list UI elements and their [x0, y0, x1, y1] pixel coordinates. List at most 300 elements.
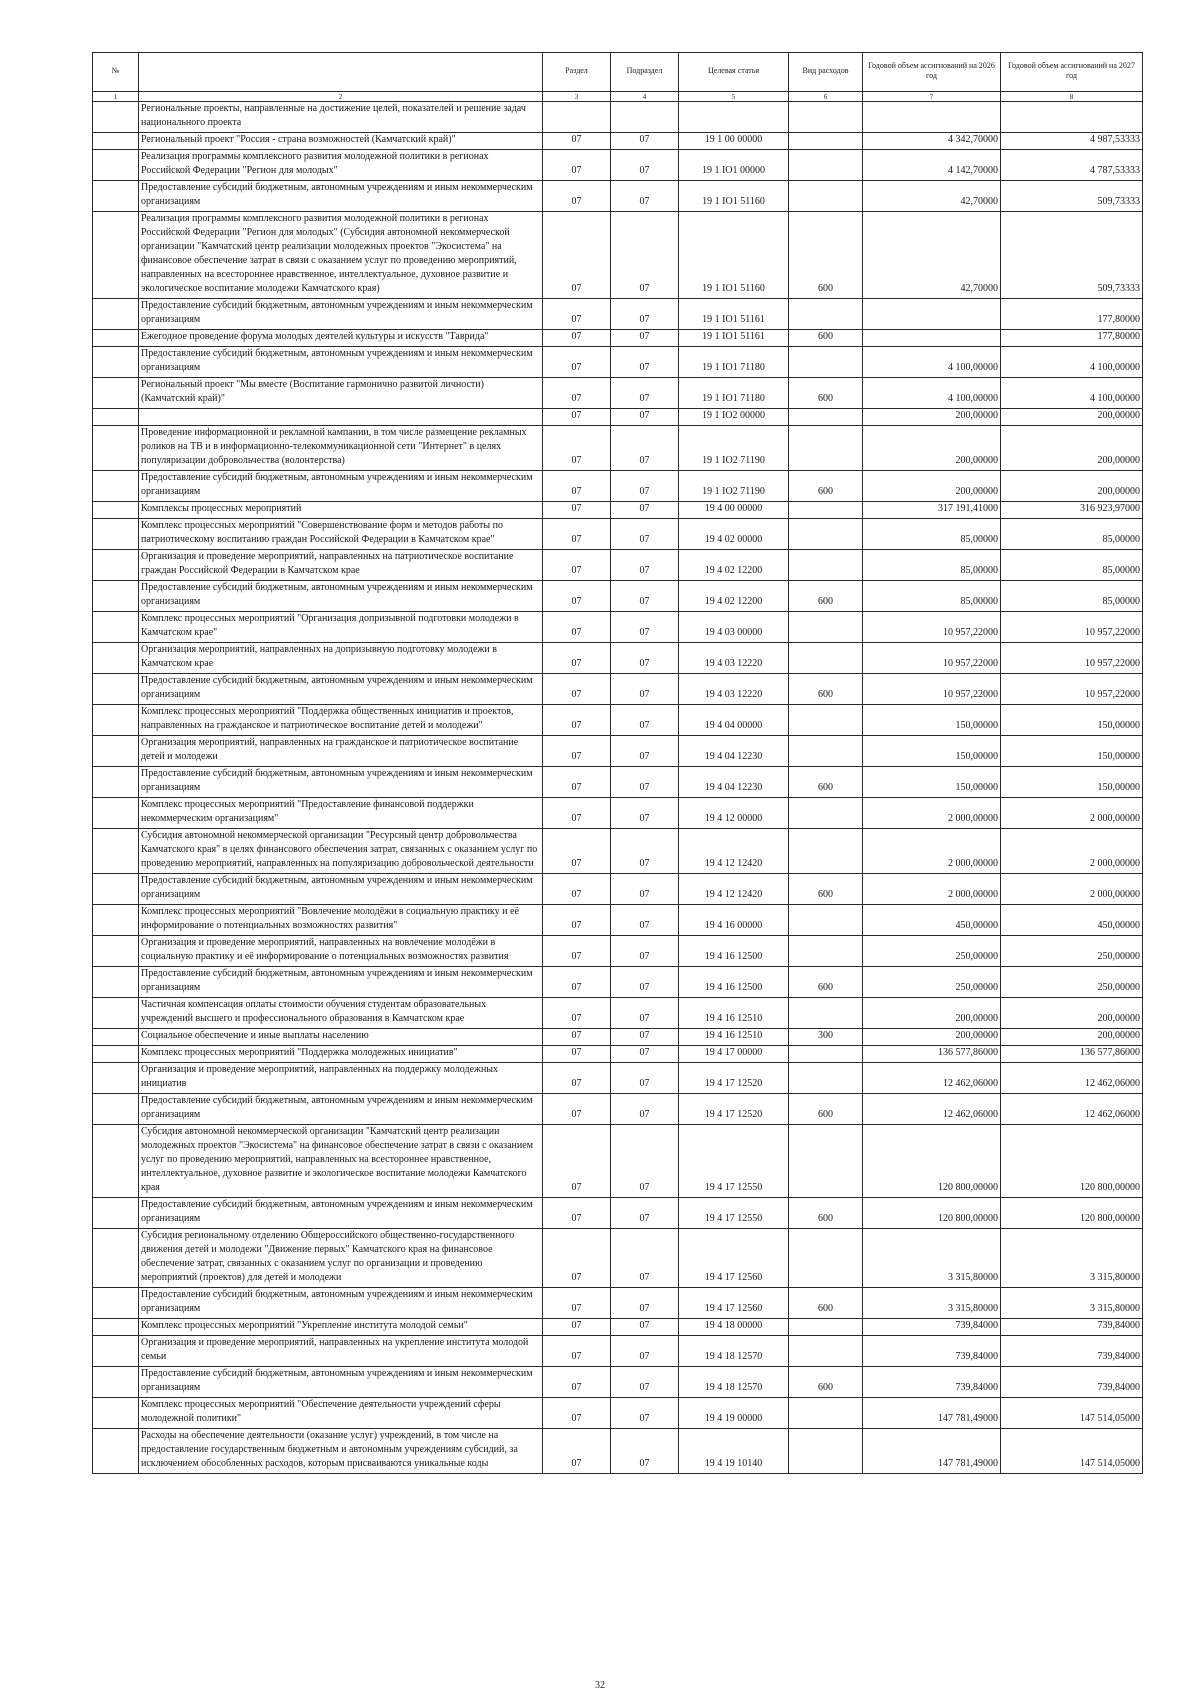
- row-name: Реализация программы комплексного развития молодежной политики в регионах Российской Федерации "Регион для молодых" (Субсидия автономной некоммерческой организации "Камчатский центр реализации молодежных проектов "Экосистема" на финансовое обеспечение затрат в связи с оказанием услуг по проведению мероприятий, направленных на всестороннее нравственное, интеллектуальное, духовное развитие и экологическое воспитание молодежи Камчатского края): [139, 212, 543, 299]
- row-number-cell: [93, 471, 139, 502]
- row-expense-type: [789, 1429, 863, 1474]
- table-row: [93, 736, 1143, 767]
- row-target: 19 4 12 12420: [679, 874, 789, 905]
- table-row: [93, 967, 1143, 998]
- row-subsection: 07: [611, 181, 679, 212]
- colnum-5: 5: [679, 92, 789, 102]
- row-section: 07: [543, 643, 611, 674]
- row-target: 19 4 17 12560: [679, 1288, 789, 1319]
- row-expense-type: 600: [789, 874, 863, 905]
- row-subsection: 07: [611, 330, 679, 347]
- row-target: 19 4 19 10140: [679, 1429, 789, 1474]
- row-amount-2026: 4 100,00000: [863, 378, 1001, 409]
- row-amount-2026: 317 191,41000: [863, 502, 1001, 519]
- table-row: [93, 1429, 1143, 1474]
- table-row: [93, 767, 1143, 798]
- row-amount-2026: 739,84000: [863, 1319, 1001, 1336]
- row-amount-2026: 85,00000: [863, 550, 1001, 581]
- row-subsection: 07: [611, 519, 679, 550]
- table-row: [93, 1288, 1143, 1319]
- row-number-cell: [93, 1125, 139, 1198]
- row-subsection: 07: [611, 426, 679, 471]
- row-number-cell: [93, 133, 139, 150]
- row-amount-2027: 2 000,00000: [1001, 829, 1143, 874]
- header-section: Раздел: [543, 53, 611, 92]
- row-subsection: 07: [611, 1229, 679, 1288]
- table-row: [93, 1336, 1143, 1367]
- table-row: [93, 612, 1143, 643]
- row-subsection: 07: [611, 1094, 679, 1125]
- table-row: [93, 1229, 1143, 1288]
- row-amount-2027: 509,73333: [1001, 212, 1143, 299]
- row-target: 19 4 16 12510: [679, 998, 789, 1029]
- row-target: 19 4 16 12500: [679, 967, 789, 998]
- row-subsection: 07: [611, 736, 679, 767]
- row-amount-2027: 316 923,97000: [1001, 502, 1143, 519]
- colnum-4: 4: [611, 92, 679, 102]
- row-amount-2027: 12 462,06000: [1001, 1063, 1143, 1094]
- row-expense-type: 600: [789, 471, 863, 502]
- row-number-cell: [93, 1319, 139, 1336]
- row-number-cell: [93, 378, 139, 409]
- column-number-row: [93, 92, 1143, 102]
- row-name: Региональный проект "Мы вместе (Воспитание гармонично развитой личности) (Камчатский край)": [139, 378, 543, 409]
- row-section: 07: [543, 936, 611, 967]
- row-subsection: 07: [611, 705, 679, 736]
- row-name: Социальное обеспечение и иные выплаты населению: [139, 1029, 543, 1046]
- row-target: 19 4 03 12220: [679, 674, 789, 705]
- row-expense-type: [789, 1063, 863, 1094]
- row-amount-2027: 150,00000: [1001, 736, 1143, 767]
- row-target: 19 4 16 12500: [679, 936, 789, 967]
- row-amount-2026: 10 957,22000: [863, 612, 1001, 643]
- row-name: Субсидия автономной некоммерческой организации "Камчатский центр реализации молодежных проектов "Экосистема" на финансовое обеспечение затрат в связи с оказанием услуг по проведению мероприятий, направленных на всестороннее нравственное, интеллектуальное, духовное развитие и экологическое воспитание молодежи Камчатского края: [139, 1125, 543, 1198]
- row-section: 07: [543, 674, 611, 705]
- table-row: [93, 643, 1143, 674]
- budget-table: [92, 52, 1143, 1474]
- row-amount-2026: 4 142,70000: [863, 150, 1001, 181]
- row-section: 07: [543, 581, 611, 612]
- row-amount-2027: 150,00000: [1001, 767, 1143, 798]
- row-section: 07: [543, 299, 611, 330]
- row-section: 07: [543, 798, 611, 829]
- row-amount-2026: 12 462,06000: [863, 1094, 1001, 1125]
- row-expense-type: [789, 1125, 863, 1198]
- row-subsection: 07: [611, 936, 679, 967]
- table-row: [93, 1198, 1143, 1229]
- table-row: [93, 150, 1143, 181]
- row-subsection: 07: [611, 502, 679, 519]
- row-amount-2026: 120 800,00000: [863, 1125, 1001, 1198]
- row-number-cell: [93, 1288, 139, 1319]
- row-section: 07: [543, 150, 611, 181]
- row-section: 07: [543, 471, 611, 502]
- row-subsection: 07: [611, 378, 679, 409]
- table-row: [93, 212, 1143, 299]
- table-row: [93, 998, 1143, 1029]
- row-amount-2026: 150,00000: [863, 705, 1001, 736]
- row-target: 19 4 12 00000: [679, 798, 789, 829]
- row-amount-2027: 177,80000: [1001, 330, 1143, 347]
- row-expense-type: 600: [789, 1198, 863, 1229]
- row-name: Предоставление субсидий бюджетным, автономным учреждениям и иным некоммерческим организациям: [139, 581, 543, 612]
- row-amount-2027: 2 000,00000: [1001, 798, 1143, 829]
- row-name: Проведение информационной и рекламной кампании, в том числе размещение рекламных роликов на ТВ и в информационно-телекоммуникационной сети "Интернет" в целях популяризации добровольчества (волонтерства): [139, 426, 543, 471]
- row-amount-2026: 3 315,80000: [863, 1288, 1001, 1319]
- row-name: Ежегодное проведение форума молодых деятелей культуры и искусств "Таврида": [139, 330, 543, 347]
- row-expense-type: [789, 150, 863, 181]
- table-row: [93, 133, 1143, 150]
- row-number-cell: [93, 102, 139, 133]
- row-target: 19 1 IO1 51160: [679, 181, 789, 212]
- header-2027: Годовой объем ассигнований на 2027 год: [1001, 53, 1143, 92]
- row-number-cell: [93, 874, 139, 905]
- row-expense-type: [789, 102, 863, 133]
- row-number-cell: [93, 1398, 139, 1429]
- row-section: 07: [543, 905, 611, 936]
- row-amount-2026: 136 577,86000: [863, 1046, 1001, 1063]
- row-amount-2027: 85,00000: [1001, 581, 1143, 612]
- row-expense-type: [789, 936, 863, 967]
- row-subsection: 07: [611, 674, 679, 705]
- row-subsection: 07: [611, 133, 679, 150]
- colnum-7: 7: [863, 92, 1001, 102]
- row-section: 07: [543, 1029, 611, 1046]
- row-amount-2027: 12 462,06000: [1001, 1094, 1143, 1125]
- row-target: 19 4 17 12550: [679, 1198, 789, 1229]
- row-expense-type: 600: [789, 767, 863, 798]
- row-amount-2027: 120 800,00000: [1001, 1125, 1143, 1198]
- row-amount-2027: 200,00000: [1001, 426, 1143, 471]
- table-row: [93, 705, 1143, 736]
- row-expense-type: 600: [789, 674, 863, 705]
- row-target: 19 4 02 00000: [679, 519, 789, 550]
- row-amount-2026: 85,00000: [863, 519, 1001, 550]
- row-amount-2026: 200,00000: [863, 426, 1001, 471]
- row-target: 19 4 04 00000: [679, 705, 789, 736]
- row-subsection: 07: [611, 643, 679, 674]
- row-expense-type: [789, 133, 863, 150]
- row-name: Предоставление субсидий бюджетным, автономным учреждениям и иным некоммерческим организациям: [139, 1198, 543, 1229]
- row-expense-type: [789, 550, 863, 581]
- row-name: Комплекс процессных мероприятий "Поддержка молодежных инициатив": [139, 1046, 543, 1063]
- row-expense-type: 600: [789, 212, 863, 299]
- row-section: 07: [543, 133, 611, 150]
- row-amount-2026: 10 957,22000: [863, 643, 1001, 674]
- row-section: 07: [543, 519, 611, 550]
- row-amount-2027: 85,00000: [1001, 519, 1143, 550]
- row-amount-2027: [1001, 102, 1143, 133]
- row-name: [139, 409, 543, 426]
- row-name: Комплекс процессных мероприятий "Вовлечение молодёжи в социальную практику и её информирование о потенциальных возможностях развития": [139, 905, 543, 936]
- row-name: Расходы на обеспечение деятельности (оказание услуг) учреждений, в том числе на предоставление государственным бюджетным и автономным учреждениям субсидий, за исключением обособленных расходов, которым присваиваются уникальные коды: [139, 1429, 543, 1474]
- row-amount-2026: 85,00000: [863, 581, 1001, 612]
- row-target: 19 4 12 12420: [679, 829, 789, 874]
- table-row: [93, 409, 1143, 426]
- row-section: 07: [543, 1094, 611, 1125]
- row-amount-2027: 3 315,80000: [1001, 1229, 1143, 1288]
- row-amount-2026: 2 000,00000: [863, 874, 1001, 905]
- row-subsection: 07: [611, 798, 679, 829]
- row-number-cell: [93, 1029, 139, 1046]
- row-expense-type: 600: [789, 1367, 863, 1398]
- row-name: Предоставление субсидий бюджетным, автономным учреждениям и иным некоммерческим организациям: [139, 471, 543, 502]
- table-row: [93, 502, 1143, 519]
- row-expense-type: [789, 643, 863, 674]
- row-name: Предоставление субсидий бюджетным, автономным учреждениям и иным некоммерческим организациям: [139, 1288, 543, 1319]
- row-amount-2026: 120 800,00000: [863, 1198, 1001, 1229]
- row-section: 07: [543, 705, 611, 736]
- row-name: Организация и проведение мероприятий, направленных на вовлечение молодёжи в социальную практику и её информирование о потенциальных возможностях развития: [139, 936, 543, 967]
- row-name: Комплекс процессных мероприятий "Поддержка общественных инициатив и проектов, направленных на гражданское и патриотическое воспитание детей и молодежи": [139, 705, 543, 736]
- colnum-2: 2: [139, 92, 543, 102]
- row-section: 07: [543, 612, 611, 643]
- row-subsection: 07: [611, 1429, 679, 1474]
- row-subsection: 07: [611, 299, 679, 330]
- table-row: [93, 674, 1143, 705]
- row-amount-2027: 4 987,53333: [1001, 133, 1143, 150]
- row-section: 07: [543, 736, 611, 767]
- row-section: 07: [543, 1125, 611, 1198]
- row-amount-2026: 42,70000: [863, 212, 1001, 299]
- budget-body: [93, 102, 1143, 1474]
- table-row: [93, 347, 1143, 378]
- row-section: 07: [543, 967, 611, 998]
- row-amount-2026: 150,00000: [863, 736, 1001, 767]
- row-number-cell: [93, 1198, 139, 1229]
- row-expense-type: [789, 905, 863, 936]
- row-number-cell: [93, 347, 139, 378]
- row-expense-type: [789, 347, 863, 378]
- row-section: 07: [543, 767, 611, 798]
- row-subsection: 07: [611, 905, 679, 936]
- row-expense-type: [789, 612, 863, 643]
- row-amount-2026: 739,84000: [863, 1336, 1001, 1367]
- table-row: [93, 1398, 1143, 1429]
- table-row: [93, 798, 1143, 829]
- row-number-cell: [93, 905, 139, 936]
- row-target: 19 1 IO1 51161: [679, 299, 789, 330]
- row-amount-2027: 739,84000: [1001, 1319, 1143, 1336]
- row-expense-type: [789, 798, 863, 829]
- row-subsection: 07: [611, 1336, 679, 1367]
- row-target: 19 1 IO1 71180: [679, 378, 789, 409]
- row-section: 07: [543, 330, 611, 347]
- row-amount-2026: 10 957,22000: [863, 674, 1001, 705]
- row-expense-type: 600: [789, 1094, 863, 1125]
- row-subsection: 07: [611, 1367, 679, 1398]
- row-expense-type: 600: [789, 330, 863, 347]
- row-name: Частичная компенсация оплаты стоимости обучения студентам образовательных учреждений высшего и профессионального образования в Камчатском крае: [139, 998, 543, 1029]
- row-expense-type: [789, 299, 863, 330]
- row-name: Комплексы процессных мероприятий: [139, 502, 543, 519]
- row-expense-type: [789, 736, 863, 767]
- row-amount-2026: 250,00000: [863, 936, 1001, 967]
- row-expense-type: 300: [789, 1029, 863, 1046]
- row-number-cell: [93, 181, 139, 212]
- row-amount-2027: 4 100,00000: [1001, 347, 1143, 378]
- row-section: 07: [543, 874, 611, 905]
- row-target: [679, 102, 789, 133]
- row-subsection: 07: [611, 212, 679, 299]
- row-target: 19 4 04 12230: [679, 736, 789, 767]
- row-section: 07: [543, 1229, 611, 1288]
- row-name: Комплекс процессных мероприятий "Обеспечение деятельности учреждений сферы молодежной политики": [139, 1398, 543, 1429]
- colnum-6: 6: [789, 92, 863, 102]
- row-expense-type: 600: [789, 967, 863, 998]
- table-row: [93, 378, 1143, 409]
- row-amount-2027: 250,00000: [1001, 936, 1143, 967]
- row-expense-type: [789, 1336, 863, 1367]
- row-name: Предоставление субсидий бюджетным, автономным учреждениям и иным некоммерческим организациям: [139, 874, 543, 905]
- row-number-cell: [93, 1429, 139, 1474]
- row-target: 19 4 02 12200: [679, 581, 789, 612]
- row-amount-2026: 2 000,00000: [863, 798, 1001, 829]
- row-name: Региональный проект "Россия - страна возможностей (Камчатский край)": [139, 133, 543, 150]
- header-target: Целевая статья: [679, 53, 789, 92]
- row-subsection: 07: [611, 581, 679, 612]
- row-target: 19 1 00 00000: [679, 133, 789, 150]
- header-name: [139, 53, 543, 92]
- row-amount-2027: 120 800,00000: [1001, 1198, 1143, 1229]
- row-amount-2026: 200,00000: [863, 409, 1001, 426]
- row-target: 19 1 IO1 71180: [679, 347, 789, 378]
- row-amount-2027: 509,73333: [1001, 181, 1143, 212]
- table-row: [93, 471, 1143, 502]
- row-target: 19 4 16 12510: [679, 1029, 789, 1046]
- row-section: 07: [543, 409, 611, 426]
- row-amount-2027: 150,00000: [1001, 705, 1143, 736]
- row-target: 19 4 17 00000: [679, 1046, 789, 1063]
- table-row: [93, 550, 1143, 581]
- row-amount-2026: 200,00000: [863, 1029, 1001, 1046]
- row-number-cell: [93, 736, 139, 767]
- row-number-cell: [93, 409, 139, 426]
- row-section: 07: [543, 1319, 611, 1336]
- row-amount-2026: 200,00000: [863, 471, 1001, 502]
- row-number-cell: [93, 299, 139, 330]
- row-expense-type: 600: [789, 581, 863, 612]
- row-subsection: 07: [611, 1398, 679, 1429]
- row-name: Организация и проведение мероприятий, направленных на поддержку молодежных инициатив: [139, 1063, 543, 1094]
- row-name: Комплекс процессных мероприятий "Предоставление финансовой поддержки некоммерческим организациям": [139, 798, 543, 829]
- row-amount-2027: 85,00000: [1001, 550, 1143, 581]
- row-amount-2027: 200,00000: [1001, 1029, 1143, 1046]
- table-row: [93, 936, 1143, 967]
- row-amount-2027: 3 315,80000: [1001, 1288, 1143, 1319]
- row-name: Субсидия региональному отделению Общероссийского общественно-государственного движения детей и молодежи "Движение первых" Камчатского края на финансовое обеспечение затрат, связанных с оказанием услуг по организации и проведению мероприятий (проектов) для детей и молодежи: [139, 1229, 543, 1288]
- row-name: Предоставление субсидий бюджетным, автономным учреждениям и иным некоммерческим организациям: [139, 181, 543, 212]
- row-subsection: 07: [611, 1319, 679, 1336]
- row-number-cell: [93, 767, 139, 798]
- row-target: 19 1 IO2 71190: [679, 471, 789, 502]
- row-amount-2027: 177,80000: [1001, 299, 1143, 330]
- row-amount-2027: 200,00000: [1001, 998, 1143, 1029]
- table-row: [93, 519, 1143, 550]
- row-target: 19 1 IO1 00000: [679, 150, 789, 181]
- table-row: [93, 330, 1143, 347]
- row-expense-type: [789, 1229, 863, 1288]
- page-number: 32: [595, 1680, 605, 1691]
- row-target: 19 4 17 12520: [679, 1094, 789, 1125]
- table-row: [93, 1046, 1143, 1063]
- row-number-cell: [93, 998, 139, 1029]
- row-amount-2026: 4 342,70000: [863, 133, 1001, 150]
- row-section: 07: [543, 378, 611, 409]
- row-expense-type: 600: [789, 1288, 863, 1319]
- row-number-cell: [93, 1336, 139, 1367]
- row-name: Предоставление субсидий бюджетным, автономным учреждениям и иным некоммерческим организациям: [139, 767, 543, 798]
- row-expense-type: 600: [789, 378, 863, 409]
- row-expense-type: [789, 705, 863, 736]
- row-number-cell: [93, 330, 139, 347]
- row-amount-2027: 2 000,00000: [1001, 874, 1143, 905]
- row-subsection: 07: [611, 1288, 679, 1319]
- table-row: [93, 1063, 1143, 1094]
- row-name: Организация мероприятий, направленных на гражданское и патриотическое воспитание детей и молодежи: [139, 736, 543, 767]
- row-amount-2026: 12 462,06000: [863, 1063, 1001, 1094]
- row-amount-2026: 147 781,49000: [863, 1429, 1001, 1474]
- row-section: 07: [543, 1398, 611, 1429]
- table-row: [93, 102, 1143, 133]
- row-expense-type: [789, 998, 863, 1029]
- row-name: Предоставление субсидий бюджетным, автономным учреждениям и иным некоммерческим организациям: [139, 347, 543, 378]
- row-section: 07: [543, 1336, 611, 1367]
- row-amount-2027: 200,00000: [1001, 409, 1143, 426]
- row-target: 19 4 19 00000: [679, 1398, 789, 1429]
- row-amount-2026: 3 315,80000: [863, 1229, 1001, 1288]
- row-amount-2027: 200,00000: [1001, 471, 1143, 502]
- row-target: 19 4 00 00000: [679, 502, 789, 519]
- row-number-cell: [93, 519, 139, 550]
- row-name: Комплекс процессных мероприятий "Организация допризывной подготовки молодежи в Камчатском крае": [139, 612, 543, 643]
- row-section: 07: [543, 1367, 611, 1398]
- colnum-3: 3: [543, 92, 611, 102]
- header-2026: Годовой объем ассигнований на 2026 год: [863, 53, 1001, 92]
- row-target: 19 4 17 12550: [679, 1125, 789, 1198]
- table-row: [93, 1029, 1143, 1046]
- row-number-cell: [93, 643, 139, 674]
- row-target: 19 1 IO1 51161: [679, 330, 789, 347]
- row-target: 19 4 16 00000: [679, 905, 789, 936]
- row-section: [543, 102, 611, 133]
- row-amount-2026: 2 000,00000: [863, 829, 1001, 874]
- budget-sheet: [92, 52, 1142, 1474]
- row-section: 07: [543, 426, 611, 471]
- row-number-cell: [93, 581, 139, 612]
- row-subsection: [611, 102, 679, 133]
- row-subsection: 07: [611, 1046, 679, 1063]
- row-amount-2027: 250,00000: [1001, 967, 1143, 998]
- row-amount-2026: 250,00000: [863, 967, 1001, 998]
- row-name: Организация и проведение мероприятий, направленных на укрепление института молодой семьи: [139, 1336, 543, 1367]
- row-subsection: 07: [611, 767, 679, 798]
- table-row: [93, 1094, 1143, 1125]
- row-target: 19 4 18 00000: [679, 1319, 789, 1336]
- row-subsection: 07: [611, 998, 679, 1029]
- table-row: [93, 1125, 1143, 1198]
- row-subsection: 07: [611, 829, 679, 874]
- row-target: 19 4 03 12220: [679, 643, 789, 674]
- row-subsection: 07: [611, 1125, 679, 1198]
- row-name: Предоставление субсидий бюджетным, автономным учреждениям и иным некоммерческим организациям: [139, 299, 543, 330]
- row-amount-2027: 4 100,00000: [1001, 378, 1143, 409]
- colnum-8: 8: [1001, 92, 1143, 102]
- row-number-cell: [93, 1063, 139, 1094]
- row-amount-2026: 4 100,00000: [863, 347, 1001, 378]
- row-target: 19 4 17 12520: [679, 1063, 789, 1094]
- row-expense-type: [789, 426, 863, 471]
